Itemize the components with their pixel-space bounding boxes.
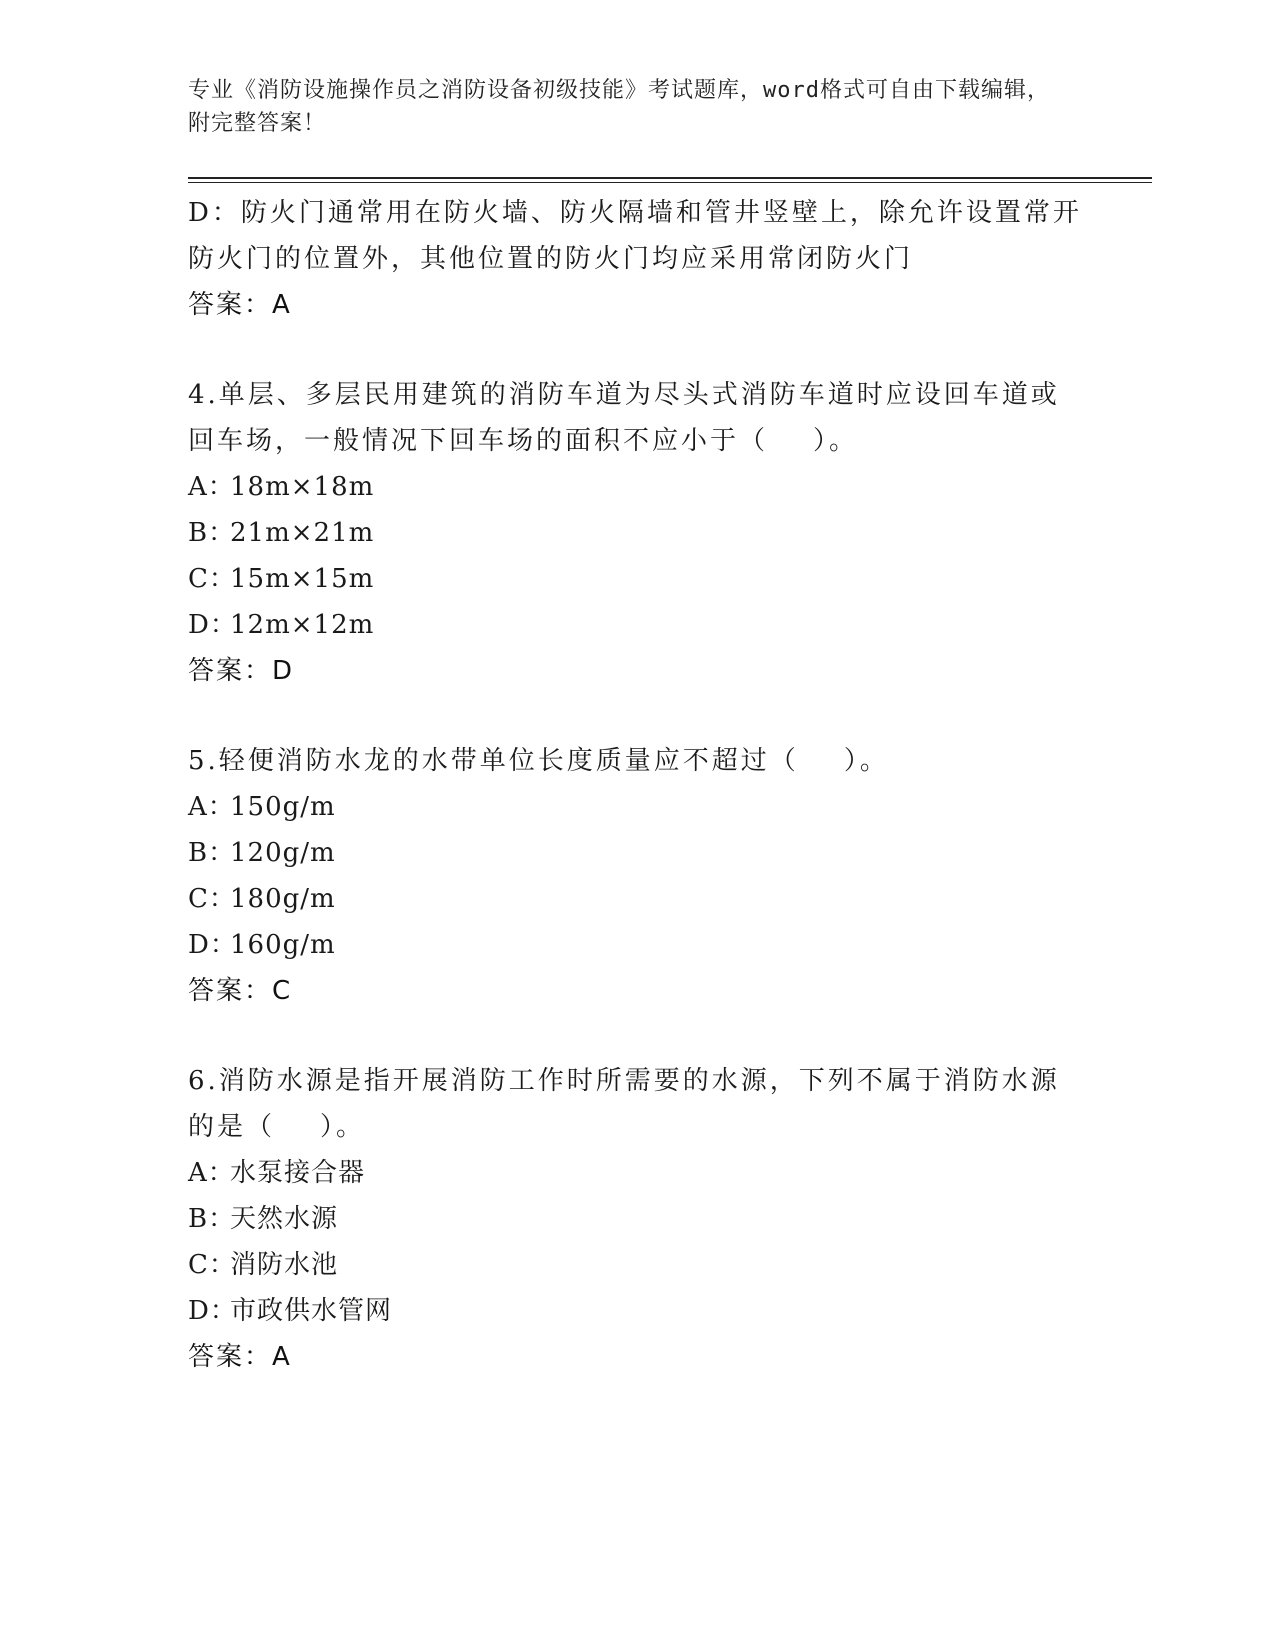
- option-text: 天然水源: [230, 1204, 339, 1234]
- option-label: B：: [188, 838, 236, 868]
- header-divider-thin: [188, 182, 1152, 183]
- option-b: [188, 1196, 1088, 1242]
- option-c: [188, 876, 1088, 922]
- option-text: 消防水池: [230, 1250, 339, 1280]
- answer-value: D: [272, 656, 295, 686]
- option-text: 120g/m: [230, 838, 336, 868]
- answer-line: [188, 282, 1088, 328]
- answer-value: C: [272, 976, 293, 1006]
- option-text: 防火门通常用在防火墙、防火隔墙和管井竖壁上，除允许设置常开防火门的位置外，其他位置的防火门均应采用常闭防火门: [188, 198, 1082, 274]
- option-b: [188, 510, 1088, 556]
- option-d-fragment: [188, 190, 1088, 282]
- question-fragment: [188, 190, 1088, 328]
- option-text: 160g/m: [230, 930, 336, 960]
- option-text: 市政供水管网: [230, 1296, 393, 1326]
- option-label: C：: [188, 884, 236, 914]
- spacer: [188, 694, 1088, 738]
- option-d: [188, 602, 1088, 648]
- answer-line: [188, 648, 1088, 694]
- option-label: D：: [188, 198, 241, 228]
- option-label: C：: [188, 564, 236, 594]
- spacer: [188, 328, 1088, 372]
- option-c: [188, 1242, 1088, 1288]
- option-label: D：: [188, 1296, 237, 1326]
- answer-label: 答案：: [188, 656, 273, 686]
- option-text: 150g/m: [230, 792, 336, 822]
- option-text: 水泵接合器: [230, 1158, 366, 1188]
- option-b: [188, 830, 1088, 876]
- option-label: B：: [188, 518, 236, 548]
- question-6: [188, 1058, 1088, 1380]
- option-label: C：: [188, 1250, 236, 1280]
- option-a: [188, 464, 1088, 510]
- answer-value: A: [272, 290, 292, 320]
- option-label: D：: [188, 930, 237, 960]
- answer-label: 答案：: [188, 290, 273, 320]
- option-a: [188, 1150, 1088, 1196]
- option-c: [188, 556, 1088, 602]
- option-label: A：: [188, 1158, 235, 1188]
- question-stem: 4.单层、多层民用建筑的消防车道为尽头式消防车道时应设回车道或回车场，一般情况下回车场的面积不应小于（ ）。: [188, 380, 1060, 456]
- option-d: [188, 1288, 1088, 1334]
- answer-label: 答案：: [188, 976, 273, 1006]
- answer-label: 答案：: [188, 1342, 273, 1372]
- question-stem: 6.消防水源是指开展消防工作时所需要的水源，下列不属于消防水源的是（ ）。: [188, 1066, 1060, 1142]
- option-a: [188, 784, 1088, 830]
- option-text: 18m×18m: [230, 472, 375, 502]
- option-text: 21m×21m: [230, 518, 375, 548]
- option-d: [188, 922, 1088, 968]
- question-stem: 5.轻便消防水龙的水带单位长度质量应不超过（ ）。: [188, 746, 889, 776]
- document-header: 专业《消防设施操作员之消防设备初级技能》考试题库，word格式可自由下载编辑，附完整答案！: [188, 78, 1050, 136]
- option-text: 15m×15m: [230, 564, 375, 594]
- option-label: B：: [188, 1204, 236, 1234]
- option-label: A：: [188, 792, 235, 822]
- question-list: [188, 190, 1088, 1380]
- spacer: [188, 1014, 1088, 1058]
- question-5: [188, 738, 1088, 1014]
- option-text: 12m×12m: [230, 610, 375, 640]
- option-label: A：: [188, 472, 235, 502]
- answer-value: A: [272, 1342, 292, 1372]
- answer-line: [188, 968, 1088, 1014]
- question-4: [188, 372, 1088, 694]
- option-text: 180g/m: [230, 884, 336, 914]
- answer-line: [188, 1334, 1088, 1380]
- option-label: D：: [188, 610, 237, 640]
- header-divider-thick: [188, 177, 1152, 179]
